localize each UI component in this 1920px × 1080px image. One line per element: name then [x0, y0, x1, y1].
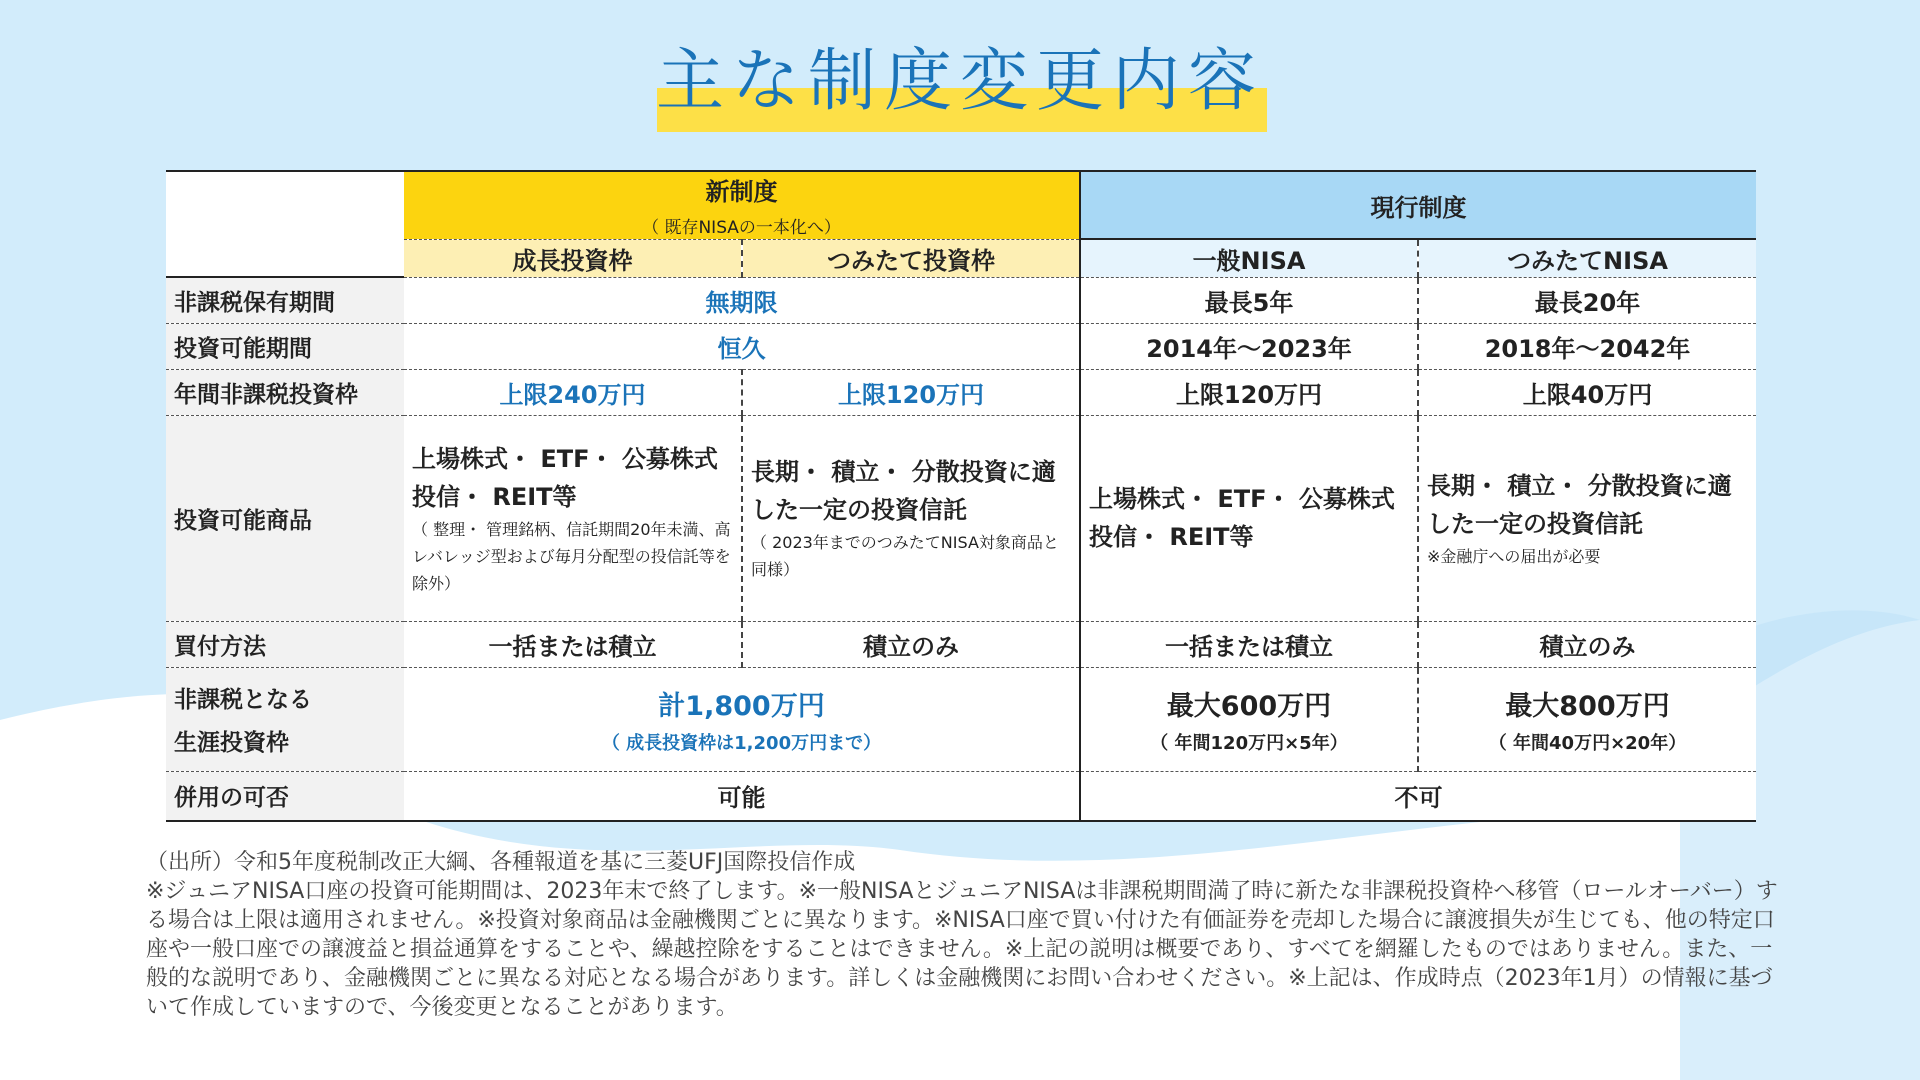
holding-general: 最長5年	[1080, 277, 1418, 323]
table-row	[166, 277, 1756, 323]
holding-new: 無期限	[404, 277, 1080, 323]
purchase-tsumitate: 積立のみ	[1418, 621, 1756, 667]
table-row	[166, 415, 1756, 621]
lifetime-new: 計1,800万円 （ 成長投資枠は1,200万円まで）	[404, 667, 1080, 771]
table-subheader-row	[166, 239, 1756, 277]
row-label-lifetime: 非課税となる 生涯投資枠	[166, 667, 404, 771]
period-new: 恒久	[404, 323, 1080, 369]
products-general: 上場株式・ ETF・ 公募株式投信・ REIT等	[1080, 415, 1418, 621]
lifetime-general: 最大600万円 （ 年間120万円×5年）	[1080, 667, 1418, 771]
annual-tsumitate: 上限40万円	[1418, 369, 1756, 415]
products-tsumi: 長期・ 積立・ 分散投資に適した一定の投資信託 （ 2023年までのつみたてNISA対象商品と同様）	[742, 415, 1080, 621]
table-row	[166, 621, 1756, 667]
combined-new: 可能	[404, 771, 1080, 821]
sub-general: 一般NISA	[1080, 239, 1418, 277]
corner-cell	[166, 171, 404, 277]
period-general: 2014年～2023年	[1080, 323, 1418, 369]
row-label-annual: 年間非課税投資枠	[166, 369, 404, 415]
current-system-header: 現行制度	[1080, 171, 1756, 239]
row-label-combined: 併用の可否	[166, 771, 404, 821]
page-title: 主な制度変更内容	[655, 42, 1264, 121]
period-tsumitate: 2018年～2042年	[1418, 323, 1756, 369]
sub-tsumitate-nisa: つみたてNISA	[1418, 239, 1756, 277]
table-row	[166, 771, 1756, 821]
table-row	[166, 323, 1756, 369]
annual-tsumi: 上限120万円	[742, 369, 1080, 415]
table-row	[166, 369, 1756, 415]
purchase-general: 一括または積立	[1080, 621, 1418, 667]
sub-growth: 成長投資枠	[404, 239, 742, 277]
row-label-holding: 非課税保有期間	[166, 277, 404, 323]
comparison-table	[166, 170, 1756, 822]
new-system-header: 新制度 （ 既存NISAの一本化へ）	[404, 171, 1080, 239]
table-row	[166, 667, 1756, 771]
table-header-row	[166, 171, 1756, 239]
footer-source: （出所）令和5年度税制改正大綱、各種報道を基に三菱UFJ国際投信作成	[146, 850, 856, 875]
annual-general: 上限120万円	[1080, 369, 1418, 415]
row-label-purchase: 買付方法	[166, 621, 404, 667]
footer-notes	[146, 848, 1786, 1022]
purchase-tsumi: 積立のみ	[742, 621, 1080, 667]
sub-tsumitate: つみたて投資枠	[742, 239, 1080, 277]
holding-tsumitate: 最長20年	[1418, 277, 1756, 323]
row-label-period: 投資可能期間	[166, 323, 404, 369]
annual-growth: 上限240万円	[404, 369, 742, 415]
products-tsumitate: 長期・ 積立・ 分散投資に適した一定の投資信託 ※金融庁への届出が必要	[1418, 415, 1756, 621]
row-label-products: 投資可能商品	[166, 415, 404, 621]
lifetime-tsumitate: 最大800万円 （ 年間40万円×20年）	[1418, 667, 1756, 771]
footer-disclaimer: ※ジュニアNISA口座の投資可能期間は、2023年末で終了します。※一般NISAとジュニアNISAは非課税期間満了時に新たな非課税投資枠へ移管（ロールオーバー）する場合は上限は適用されません。※投資対象商品は金融機関ごとに異なります。※NISA口座で買い付けた有価証券を売却した場合に譲渡損失が生じても、他の特定口座や一般口座での譲渡益と損益通算をすることや、繰越控除をすることはできません。※上記の説明は概要であり、すべてを網羅したものではありません。また、一般的な説明であり、金融機関ごとに異なる対応となる場合があります。詳しくは金融機関にお問い合わせください。※上記は、作成時点（2023年1月）の情報に基づいて作成していますので、今後変更となることがあります。	[146, 879, 1778, 1020]
combined-current: 不可	[1080, 771, 1756, 821]
purchase-growth: 一括または積立	[404, 621, 742, 667]
products-growth: 上場株式・ ETF・ 公募株式投信・ REIT等 （ 整理・ 管理銘柄、信託期間20年未満、高レバレッジ型および毎月分配型の投信託等を除外）	[404, 415, 742, 621]
